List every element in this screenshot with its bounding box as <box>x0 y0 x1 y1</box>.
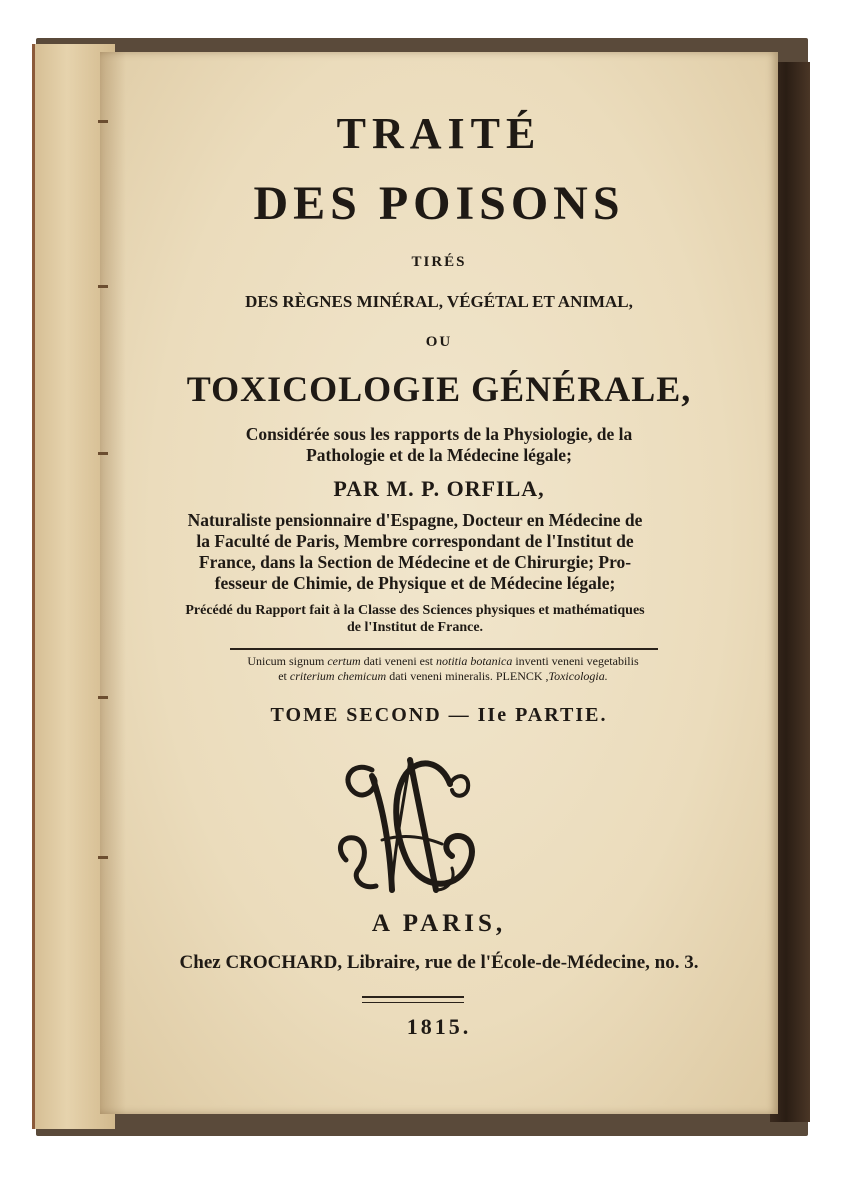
title-line-1: TRAITÉ <box>336 109 542 158</box>
year-line: 1815. <box>406 1014 472 1039</box>
epigraph-text: inventi veneni vegetabilis <box>512 654 639 668</box>
credentials-line-1: Naturaliste pensionnaire d'Espagne, Docteur en Médecine de <box>187 510 643 530</box>
epigraph-text: et <box>278 669 290 683</box>
credentials-line-4: fesseur de Chimie, de Physique et de Médecine légale; <box>214 573 616 593</box>
considered-line-1: Considérée sous les rapports de la Physiologie, de la <box>245 424 633 444</box>
subtitle: TOXICOLOGIE GÉNÉRALE, <box>186 369 692 409</box>
epigraph <box>218 654 668 684</box>
regnes-line: DES RÈGNES MINÉRAL, VÉGÉTAL ET ANIMAL, <box>245 292 633 311</box>
volume-line: TOME SECOND — IIe PARTIE. <box>270 704 608 726</box>
considered-text <box>100 424 778 466</box>
epigraph-italic: certum <box>327 654 361 668</box>
ou-line: OU <box>425 334 453 350</box>
preceded-text <box>160 602 670 636</box>
epigraph-italic: Toxicologia. <box>548 669 608 683</box>
credentials-line-3: France, dans la Section de Médecine et de Chirurgie; Pro- <box>198 552 632 572</box>
credentials-text <box>170 510 660 594</box>
epigraph-text: dati veneni est <box>360 654 436 668</box>
epigraph-text: dati veneni mineralis. PLENCK , <box>386 669 549 683</box>
publisher-monogram <box>332 740 482 900</box>
epigraph-italic: criterium chemicum <box>289 669 387 683</box>
epigraph-italic: notitia botanica <box>435 654 513 668</box>
divider-rule <box>230 648 658 650</box>
monogram-icon <box>332 740 482 900</box>
author-line: PAR M. P. ORFILA, <box>333 476 545 501</box>
preceded-line-2: de l'Institut de France. <box>346 620 484 635</box>
title-page-text <box>100 52 778 1114</box>
considered-line-2: Pathologie et de la Médecine légale; <box>306 445 572 465</box>
preceded-line-1: Précédé du Rapport fait à la Classe des Sciences physiques et mathématiques <box>185 603 645 618</box>
title-line-2: DES POISONS <box>253 177 625 230</box>
epigraph-text: Unicum signum <box>247 654 328 668</box>
tires-line: TIRÉS <box>411 254 467 270</box>
double-rule <box>362 996 464 1003</box>
publisher-line: Chez CROCHARD, Libraire, rue de l'École-de-Médecine, no. 3. <box>179 952 699 973</box>
credentials-line-2: la Faculté de Paris, Membre correspondant de l'Institut de <box>196 531 634 551</box>
place-line: A PARIS, <box>371 910 507 937</box>
